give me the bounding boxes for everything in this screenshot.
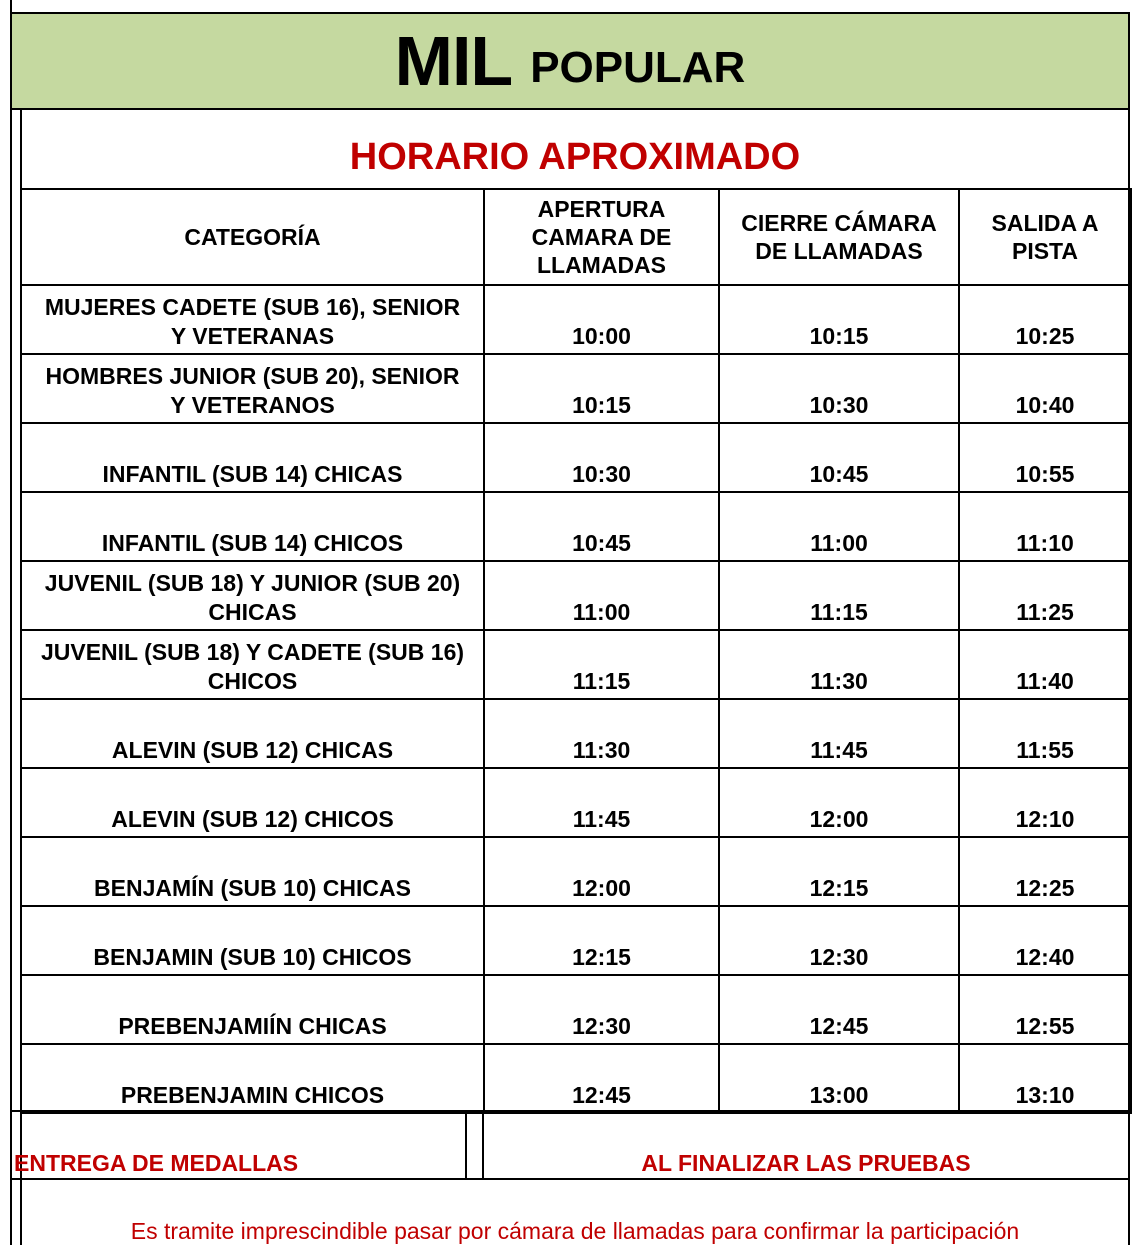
cierre-time: 11:30 (719, 630, 959, 699)
category-line: HOMBRES JUNIOR (SUB 20), SENIOR (45, 363, 460, 389)
apertura-time: 10:30 (484, 423, 719, 492)
table-row (21, 768, 1131, 837)
category-line: MUJERES CADETE (SUB 16), SENIOR (44, 294, 461, 320)
category-cell (21, 354, 484, 423)
table-row (21, 630, 1131, 699)
header-line: LLAMADAS (536, 252, 667, 278)
category-line: JUVENIL (SUB 18) Y JUNIOR (SUB 20) (44, 570, 461, 596)
category-line: JUVENIL (SUB 18) Y CADETE (SUB 16) (40, 639, 465, 665)
category-cell (21, 837, 484, 906)
header-line: SALIDA A (991, 210, 1099, 236)
apertura-time: 12:45 (484, 1044, 719, 1113)
medals-value: AL FINALIZAR LAS PRUEBAS (641, 1150, 971, 1176)
cierre-time: 10:45 (719, 423, 959, 492)
cierre-time: 12:00 (719, 768, 959, 837)
salida-time: 11:10 (959, 492, 1131, 561)
cierre-time: 11:00 (719, 492, 959, 561)
medals-label: ENTREGA DE MEDALLAS (14, 1150, 299, 1176)
apertura-time: 12:15 (484, 906, 719, 975)
header-salida (959, 189, 1131, 285)
title-band (12, 12, 1128, 110)
category-cell (21, 699, 484, 768)
salida-time: 12:10 (959, 768, 1131, 837)
table-row (21, 285, 1131, 354)
schedule-table (20, 188, 1132, 1114)
table-row (21, 837, 1131, 906)
medals-row (12, 1112, 1128, 1180)
cierre-time: 13:00 (719, 1044, 959, 1113)
category-line: PREBENJAMIN CHICOS (120, 1082, 385, 1108)
category-cell (21, 630, 484, 699)
category-cell (21, 1044, 484, 1113)
category-cell (21, 768, 484, 837)
category-line: BENJAMÍN (SUB 10) CHICAS (94, 875, 411, 901)
header-line: CIERRE CÁMARA (741, 210, 937, 236)
title-main: MIL (394, 22, 513, 100)
header-line: DE LLAMADAS (755, 238, 923, 264)
apertura-time: 11:15 (484, 630, 719, 699)
table-body (21, 285, 1131, 1113)
apertura-time: 11:00 (484, 561, 719, 630)
cierre-time: 11:45 (719, 699, 959, 768)
category-line: BENJAMIN (SUB 10) CHICOS (93, 944, 412, 970)
table-row (21, 1044, 1131, 1113)
salida-time: 12:25 (959, 837, 1131, 906)
frame-left-outer (10, 0, 12, 1245)
medals-divider-right (482, 1110, 484, 1180)
apertura-time: 11:30 (484, 699, 719, 768)
schedule-subtitle: HORARIO APROXIMADO (349, 136, 801, 178)
salida-time: 10:40 (959, 354, 1131, 423)
cierre-time: 12:30 (719, 906, 959, 975)
header-row (21, 189, 1131, 285)
category-line: INFANTIL (SUB 14) CHICAS (102, 461, 403, 487)
header-cierre (719, 189, 959, 285)
salida-time: 12:40 (959, 906, 1131, 975)
category-line: CHICOS (207, 668, 298, 694)
table-row (21, 561, 1131, 630)
header-line: CAMARA DE (531, 224, 672, 250)
header-apertura (484, 189, 719, 285)
medals-divider-left (465, 1110, 467, 1180)
salida-time: 11:55 (959, 699, 1131, 768)
salida-time: 10:55 (959, 423, 1131, 492)
apertura-time: 10:00 (484, 285, 719, 354)
apertura-time: 11:45 (484, 768, 719, 837)
category-cell (21, 492, 484, 561)
category-line: Y VETERANAS (170, 323, 335, 349)
category-line: CHICAS (208, 599, 297, 625)
category-cell (21, 906, 484, 975)
category-line: INFANTIL (SUB 14) CHICOS (101, 530, 404, 556)
header-line: PISTA (1011, 238, 1079, 264)
header-line: APERTURA (537, 196, 666, 222)
apertura-time: 10:45 (484, 492, 719, 561)
category-cell (21, 561, 484, 630)
apertura-time: 12:00 (484, 837, 719, 906)
salida-time: 11:25 (959, 561, 1131, 630)
apertura-time: 12:30 (484, 975, 719, 1044)
category-line: ALEVIN (SUB 12) CHICAS (111, 737, 394, 763)
apertura-time: 10:15 (484, 354, 719, 423)
salida-time: 13:10 (959, 1044, 1131, 1113)
category-cell (21, 423, 484, 492)
call-room-note: Es tramite imprescindible pasar por cámara de llamadas para confirmar la participación (130, 1218, 1020, 1244)
salida-time: 12:55 (959, 975, 1131, 1044)
medals-bottom-line (10, 1178, 1130, 1180)
cierre-time: 12:15 (719, 837, 959, 906)
cierre-time: 10:30 (719, 354, 959, 423)
salida-time: 11:40 (959, 630, 1131, 699)
header-line: CATEGORÍA (184, 224, 321, 250)
table-row (21, 423, 1131, 492)
table-row (21, 699, 1131, 768)
cierre-time: 11:15 (719, 561, 959, 630)
category-cell (21, 975, 484, 1044)
category-line: ALEVIN (SUB 12) CHICOS (111, 806, 394, 832)
table-row (21, 906, 1131, 975)
table-row (21, 492, 1131, 561)
cierre-time: 10:15 (719, 285, 959, 354)
category-line: PREBENJAMIÍN CHICAS (118, 1013, 387, 1039)
title-sub: POPULAR (530, 43, 746, 92)
salida-time: 10:25 (959, 285, 1131, 354)
table-row (21, 354, 1131, 423)
category-line: Y VETERANOS (170, 392, 335, 418)
category-cell (21, 285, 484, 354)
table-row (21, 975, 1131, 1044)
cierre-time: 12:45 (719, 975, 959, 1044)
header-categoria (21, 189, 484, 285)
